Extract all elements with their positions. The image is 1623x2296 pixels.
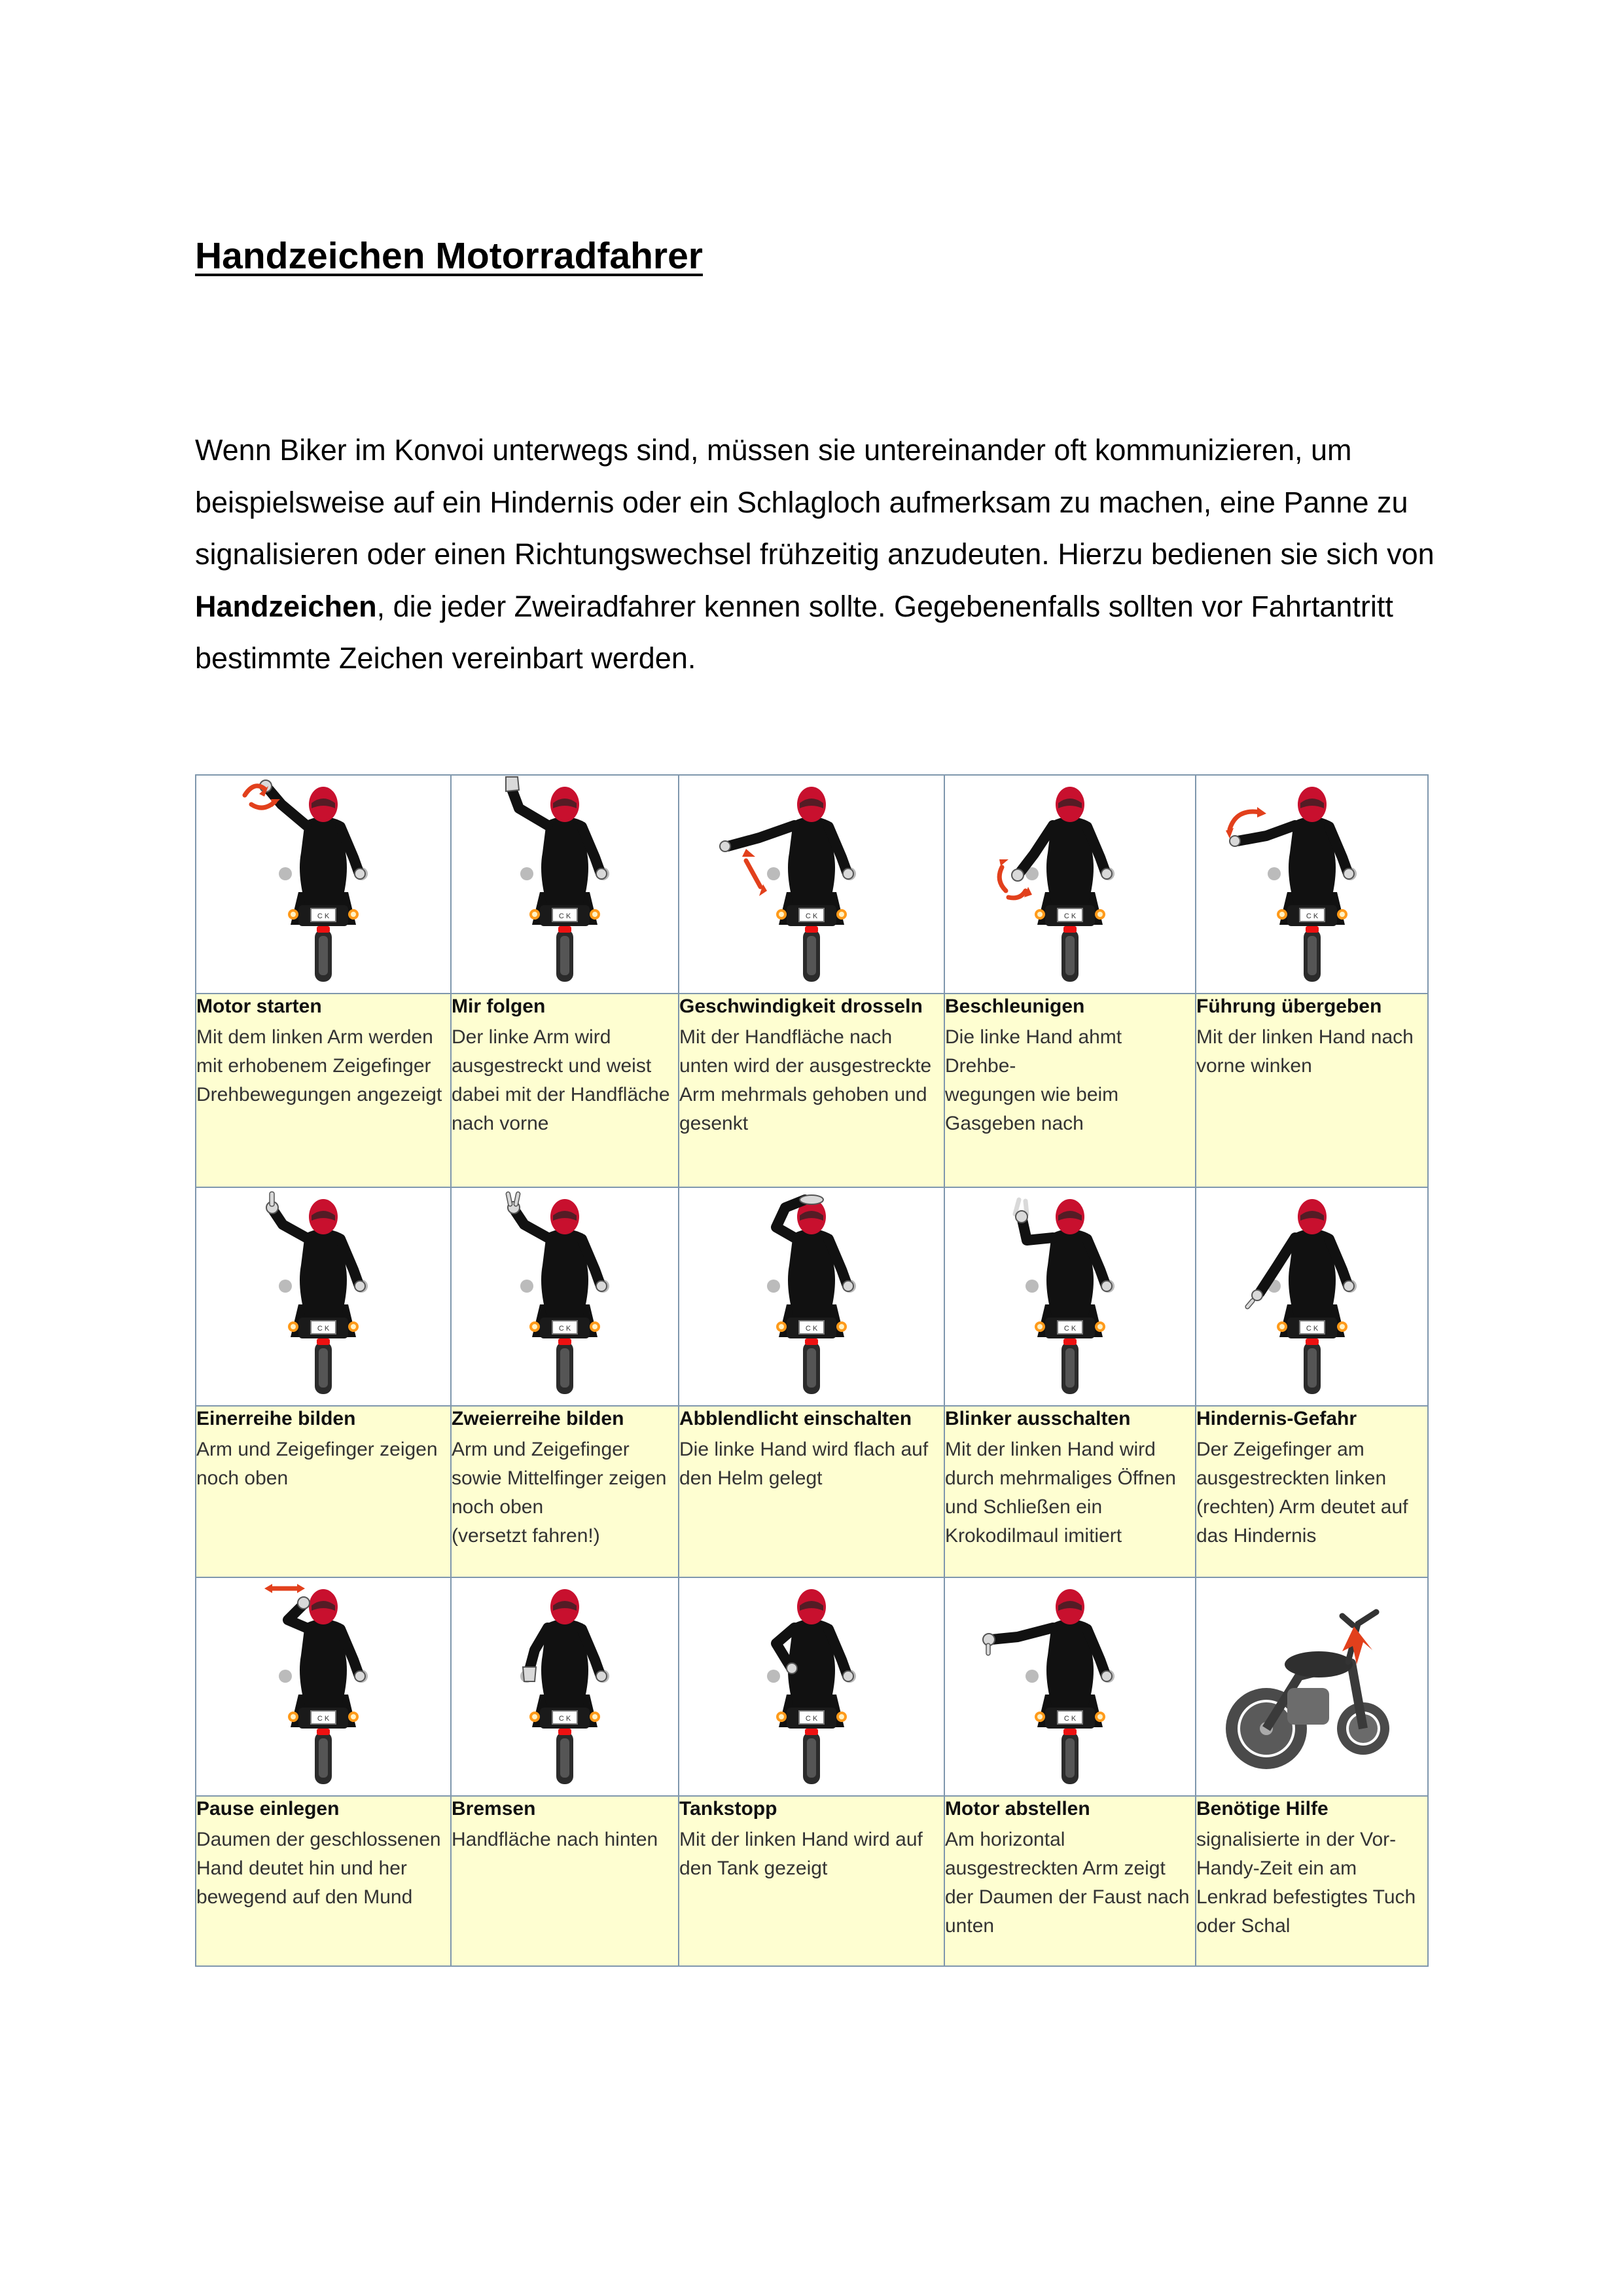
intro-text-start: Wenn Biker im Konvoi unterwegs sind, müssen sie untereinander oft kommunizieren, um beispielsweise auf ein Hindernis oder ein Schlagloch aufmerksam zu machen, eine Panne zu signalisieren oder einen Richtungswechsel frühzeitig anzudeuten. Hierzu bedienen sie sich von [195,433,1435,571]
svg-text:C K: C K [1063,912,1077,920]
hand-signals-table [195,774,1429,1967]
sign-title: Einerreihe bilden [196,1408,356,1429]
sign-description: Mit der linken Hand wird durch mehrmaliges Öffnen und Schließen ein Krokodilmaul imitiert [945,1439,1176,1547]
sign-text-row [196,1406,1428,1577]
sign-description-cell [679,994,944,1187]
svg-text:C K: C K [558,1715,571,1723]
motorcycle-with-scarf-icon [1214,1578,1410,1787]
rider-hand-signal-icon [467,776,663,985]
svg-text:C K: C K [317,912,330,920]
sign-description: Der Zeigefinger am ausgestreckten linken (rechten) Arm deutet auf das Hindernis [1196,1439,1408,1547]
sign-illustration-cell [1196,1577,1428,1796]
rider-hand-signal-icon [467,1578,663,1787]
sign-description-cell [451,1406,679,1577]
sign-title: Führung übergeben [1196,996,1382,1017]
rider-hand-signal-icon [713,776,910,985]
sign-illustration-cell [679,1577,944,1796]
svg-text:C K: C K [1306,912,1318,920]
sign-description-cell [679,1406,944,1577]
sign-description: Die linke Hand ahmt Drehbe- wegungen wie beim Gasgeben nach [945,1026,1122,1134]
sign-description-cell [1196,1406,1428,1577]
sign-description-cell [944,1796,1196,1966]
sign-title: Benötige Hilfe [1196,1798,1329,1820]
sign-description-cell [451,994,679,1187]
sign-illustration-cell [944,1187,1196,1406]
sign-description: Mit der Handfläche nach unten wird der ausgestreckte Arm mehrmals gehoben und gesenkt [679,1026,932,1134]
sign-description: signalisierte in der Vor-Handy-Zeit ein am Lenkrad befestigtes Tuch oder Schal [1196,1829,1416,1937]
sign-description-cell [944,1406,1196,1577]
rider-hand-signal-icon [1214,1188,1410,1397]
sign-description: Am horizontal ausgestreckten Arm zeigt der Daumen der Faust nach unten [945,1829,1190,1937]
sign-title: Tankstopp [679,1798,777,1820]
sign-image-row [196,1577,1428,1796]
rider-hand-signal-icon [225,776,421,985]
rider-hand-signal-icon [972,1578,1168,1787]
sign-title: Pause einlegen [196,1798,340,1820]
sign-title: Motor abstellen [945,1798,1090,1820]
sign-image-row [196,1187,1428,1406]
sign-description-cell [451,1796,679,1966]
rider-hand-signal-icon [713,1188,910,1397]
svg-text:C K: C K [317,1325,330,1333]
sign-illustration-cell [451,1187,679,1406]
sign-description: Arm und Zeigefinger zeigen noch oben [196,1439,438,1489]
sign-title: Geschwindigkeit drosseln [679,996,923,1017]
sign-illustration-cell [451,1577,679,1796]
sign-description: Mit dem linken Arm werden mit erhobenem Zeigefinger Drehbewegungen angezeigt [196,1026,442,1105]
sign-description: Mit der linken Hand wird auf den Tank gezeigt [679,1829,923,1879]
sign-description-cell [196,994,451,1187]
sign-title: Beschleunigen [945,996,1085,1017]
intro-text-end: , die jeder Zweiradfahrer kennen sollte. Gegebenenfalls sollten vor Fahrtantritt bestimmte Zeichen vereinbart werden. [195,589,1393,675]
svg-text:C K: C K [558,912,571,920]
sign-illustration-cell [679,1187,944,1406]
svg-text:C K: C K [1306,1325,1318,1333]
sign-description-cell [944,994,1196,1187]
rider-hand-signal-icon [225,1188,421,1397]
sign-description: Mit der linken Hand nach vorne winken [1196,1026,1414,1077]
sign-description-cell [1196,1796,1428,1966]
rider-hand-signal-icon [713,1578,910,1787]
sign-title: Abblendlicht einschalten [679,1408,912,1429]
sign-title: Zweierreihe bilden [452,1408,624,1429]
sign-illustration-cell [679,775,944,994]
intro-paragraph [195,424,1452,685]
sign-illustration-cell [451,775,679,994]
sign-image-row [196,775,1428,994]
intro-bold-term: Handzeichen [195,589,377,623]
sign-description-cell [1196,994,1428,1187]
sign-title: Bremsen [452,1798,536,1820]
rider-hand-signal-icon [972,776,1168,985]
sign-title: Mir folgen [452,996,546,1017]
svg-text:C K: C K [558,1325,571,1333]
sign-illustration-cell [196,1577,451,1796]
sign-description: Handfläche nach hinten [452,1829,658,1850]
sign-text-row [196,994,1428,1187]
sign-illustration-cell [1196,1187,1428,1406]
sign-title: Motor starten [196,996,322,1017]
rider-hand-signal-icon [1214,776,1410,985]
svg-text:C K: C K [317,1715,330,1723]
sign-illustration-cell [944,775,1196,994]
svg-text:C K: C K [805,912,818,920]
svg-text:C K: C K [805,1715,818,1723]
rider-hand-signal-icon [972,1188,1168,1397]
sign-description-cell [196,1796,451,1966]
sign-illustration-cell [196,1187,451,1406]
sign-illustration-cell [1196,775,1428,994]
svg-text:C K: C K [805,1325,818,1333]
sign-illustration-cell [196,775,451,994]
svg-text:C K: C K [1063,1325,1077,1333]
sign-description-cell [679,1796,944,1966]
sign-title: Hindernis-Gefahr [1196,1408,1357,1429]
sign-description: Daumen der geschlossenen Hand deutet hin und her bewegend auf den Mund [196,1829,441,1908]
sign-description: Arm und Zeigefinger sowie Mittelfinger zeigen noch oben (versetzt fahren!) [452,1439,667,1547]
sign-title: Blinker ausschalten [945,1408,1131,1429]
svg-text:C K: C K [1063,1715,1077,1723]
rider-hand-signal-icon [467,1188,663,1397]
sign-text-row [196,1796,1428,1966]
sign-description: Der linke Arm wird ausgestreckt und weist dabei mit der Handfläche nach vorne [452,1026,670,1134]
page-title: Handzeichen Motorradfahrer [195,235,703,277]
sign-description: Die linke Hand wird flach auf den Helm gelegt [679,1439,929,1489]
sign-illustration-cell [944,1577,1196,1796]
rider-hand-signal-icon [225,1578,421,1787]
sign-description-cell [196,1406,451,1577]
